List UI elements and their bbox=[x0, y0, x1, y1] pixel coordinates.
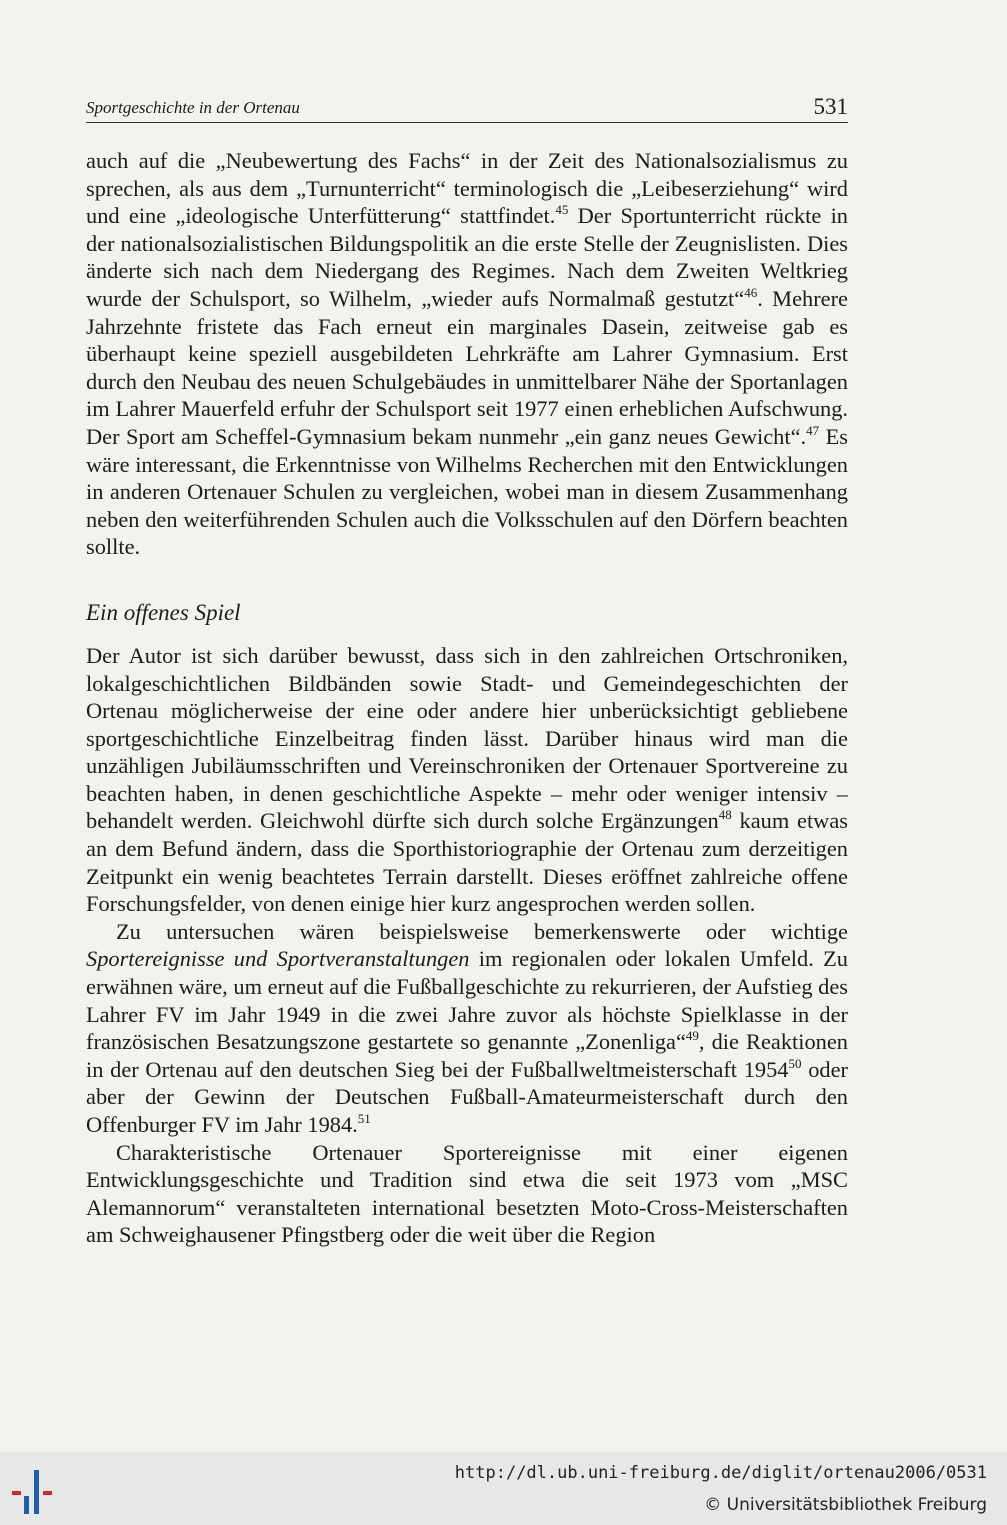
text-span: Es wäre interessant, die Erkenntnisse von Wilhelms Recherchen mit den Entwicklungen in anderen Ortenauer Schulen zu vergleichen, wobei man in diesem Zusammenhang neben den weiterführenden Schulen auch die Volksschulen auf den Dörfern beachten sollte. bbox=[86, 423, 848, 560]
footnote-ref[interactable]: 49 bbox=[685, 1028, 699, 1044]
footnote-ref[interactable]: 47 bbox=[806, 422, 820, 438]
text-span: Charakteristische Ortenauer Sportereignisse mit einer eigenen Entwicklungsgeschichte und Tradition sind etwa die seit 1973 vom „MSC Alemannorum“ veranstalteten international besetzten Moto-Cross-Meisterschaften am Schweighausener Pfingstberg oder die weit über die Region bbox=[86, 1139, 848, 1248]
text-span: auch auf die „Neubewertung des Fachs“ in der Zeit des Nationalsozialismus zu sprechen, als aus dem „Turnunterricht“ terminologisch die „Leibeserziehung“ wird und eine „ideologische Unterfütterung“ stattfindet. bbox=[86, 148, 848, 229]
text-span: im regionalen oder lokalen Umfeld. Zu erwähnen wäre, um erneut auf die Fußballgeschichte zu rekurrieren, der Aufstieg des Lahrer FV im Jahr 1949 in die zwei Jahre zuvor als höchste Spielklasse in der französischen Besatzungszone gestartete so genannte „Zonenliga“ bbox=[86, 946, 848, 1055]
logo-dash-left bbox=[12, 1491, 21, 1495]
text-span: kaum etwas an dem Befund ändern, dass die Sporthistoriographie der Ortenau zum derzeitigen Zeitpunkt ein wenig beachtetes Terrain darstellt. Dieses eröffnet zahlreiche offene Forschungsfelder, von denen einige hier kurz angesprochen werden sollen. bbox=[86, 808, 848, 917]
footnote-ref[interactable]: 45 bbox=[555, 202, 569, 218]
footnote-ref[interactable]: 46 bbox=[744, 284, 758, 300]
running-header bbox=[86, 92, 848, 123]
main-text bbox=[86, 147, 848, 1249]
emphasis-text: Sportereignisse und Sportveranstaltungen bbox=[86, 946, 470, 972]
paragraph-2 bbox=[86, 642, 848, 918]
text-span: Zu untersuchen wären beispielsweise bemerkenswerte oder wichtige bbox=[116, 918, 848, 944]
text-span: oder aber der Gewinn der Deutschen Fußball-Amateurmeisterschaft durch den Offenburger FV im Jahr 1984. bbox=[86, 1056, 848, 1137]
copyright-notice: © Universitätsbibliothek Freiburg bbox=[704, 1495, 987, 1515]
page-number: 531 bbox=[813, 94, 848, 119]
footnote-ref[interactable]: 48 bbox=[718, 807, 732, 823]
footnote-ref[interactable]: 51 bbox=[357, 1111, 371, 1126]
text-span: , die Reaktionen in der Ortenau auf den deutschen Sieg bei der Fußballweltmeisterschaft 1954 bbox=[86, 1029, 848, 1082]
footer-bar bbox=[0, 1452, 1007, 1525]
paragraph-4 bbox=[86, 1139, 848, 1249]
text-span: Der Sportunterricht rückte in der nationalsozialistischen Bildungspolitik an die erste Stelle der Zeugnislisten. Dies änderte sich nach dem Niedergang des Regimes. Nach dem Zweiten Weltkrieg wurde der Schulsport, so Wilhelm, „wieder aufs Normalmaß gestutzt“ bbox=[86, 203, 848, 311]
running-title: Sportgeschichte in der Ortenau bbox=[86, 98, 300, 117]
paragraph-3 bbox=[86, 918, 848, 1139]
footnote-ref[interactable]: 50 bbox=[788, 1055, 802, 1071]
logo-bar-short bbox=[24, 1496, 29, 1514]
logo-bar-tall bbox=[34, 1470, 39, 1514]
text-span: Der Autor ist sich darüber bewusst, dass sich in den zahlreichen Ortschroniken, lokalgeschichtlichen Bildbänden sowie Stadt- und Gemeindegeschichten der Ortenau möglicherweise der eine oder andere hier unberücksichtigt gebliebene sportgeschichtliche Einzelbeitrag finden lässt. Darüber hinaus wird man die unzähligen Jubiläumsschriften und Vereinschroniken der Ortenauer Sportvereine zu beachten haben, in denen geschichtliche Aspekte – mehr oder weniger intensiv – behandelt werden. Gleichwohl dürfte sich durch solche Ergänzungen bbox=[86, 642, 848, 834]
paragraph-1 bbox=[86, 147, 848, 561]
section-heading: Ein offenes Spiel bbox=[86, 599, 241, 625]
library-logo-icon[interactable] bbox=[10, 1464, 66, 1520]
logo-dash-right bbox=[43, 1491, 52, 1495]
source-url-link[interactable]: http://dl.ub.uni-freiburg.de/diglit/ortenau2006/0531 bbox=[454, 1463, 987, 1483]
text-span: . Mehrere Jahrzehnte fristete das Fach erneut ein marginales Dasein, zeitweise gab es überhaupt keine speziell ausgebildeten Lehrkräfte am Lahrer Gymnasium. Erst durch den Neubau des neuen Schulgebäudes in unmittelbarer Nähe der Sportanlagen im Lahrer Mauerfeld erfuhr der Schulsport seit 1977 einen erheblichen Aufschwung. Der Sport am Scheffel-Gymnasium bekam nunmehr „ein ganz neues Gewicht“. bbox=[86, 285, 848, 449]
